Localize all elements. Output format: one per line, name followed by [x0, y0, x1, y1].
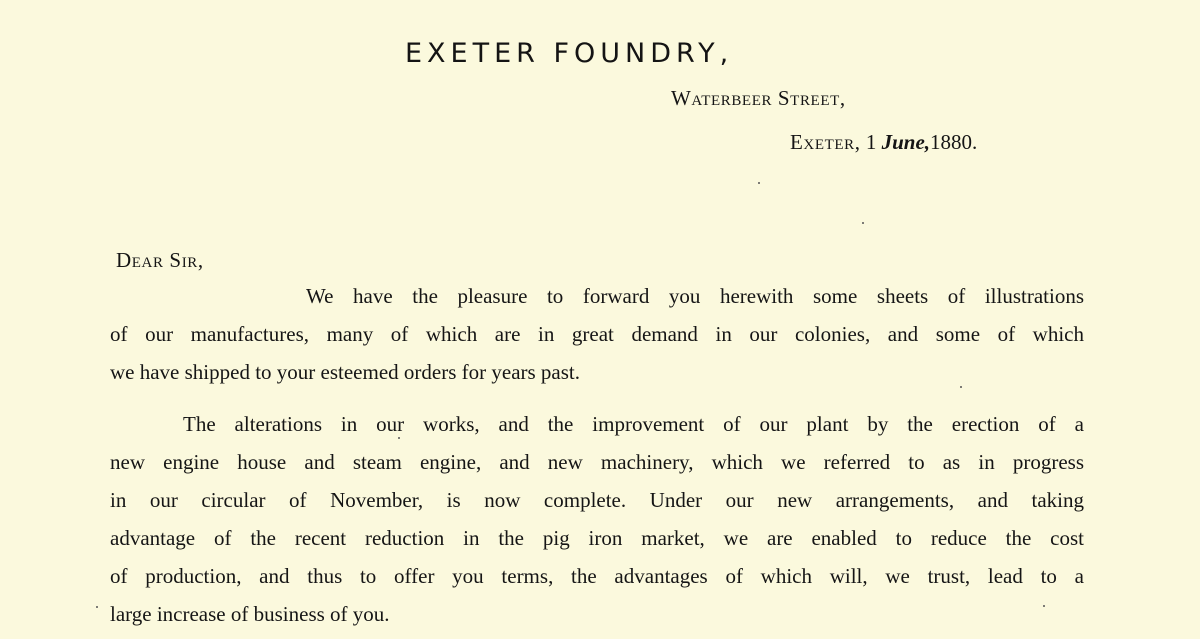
paragraph-2-line-3: in our circular of November, is now complete. Under our new arrangements, and taking — [110, 488, 1084, 512]
paragraph-1-line-1: We have the pleasure to forward you herewith some sheets of illustrations — [306, 284, 1084, 308]
paragraph-2-line-1: The alterations in our works, and the improvement of our plant by the erection of a — [183, 412, 1084, 436]
dateline-city: Exeter, — [790, 130, 861, 154]
letterhead-dateline — [790, 130, 977, 155]
paragraph-2-line-2: new engine house and steam engine, and new machinery, which we referred to as in progress — [110, 450, 1084, 474]
letterhead-street: Waterbeer Street, — [671, 86, 846, 110]
dateline-month: June, — [881, 130, 931, 154]
paragraph-2-line-4: advantage of the recent reduction in the pig iron market, we are enabled to reduce the cost — [110, 526, 1084, 550]
paper-speck — [398, 437, 400, 439]
letterhead-title: EXETER FOUNDRY, — [405, 38, 734, 69]
dateline-day: 1 — [865, 130, 877, 154]
paragraph-2-line-5: of production, and thus to offer you terms, the advantages of which will, we trust, lead to a — [110, 564, 1084, 588]
dateline-year: 1880. — [930, 130, 978, 154]
paragraph-1-line-3: we have shipped to your esteemed orders for years past. — [110, 360, 581, 384]
paper-speck — [960, 386, 962, 388]
paper-speck — [758, 182, 760, 184]
paper-speck — [96, 606, 98, 608]
paragraph-2-line-6: large increase of business of you. — [110, 602, 390, 626]
salutation: Dear Sir, — [116, 248, 204, 272]
paper-speck — [862, 222, 864, 224]
paragraph-1-line-2: of our manufactures, many of which are in great demand in our colonies, and some of which — [110, 322, 1084, 346]
paper-speck — [1043, 605, 1045, 607]
